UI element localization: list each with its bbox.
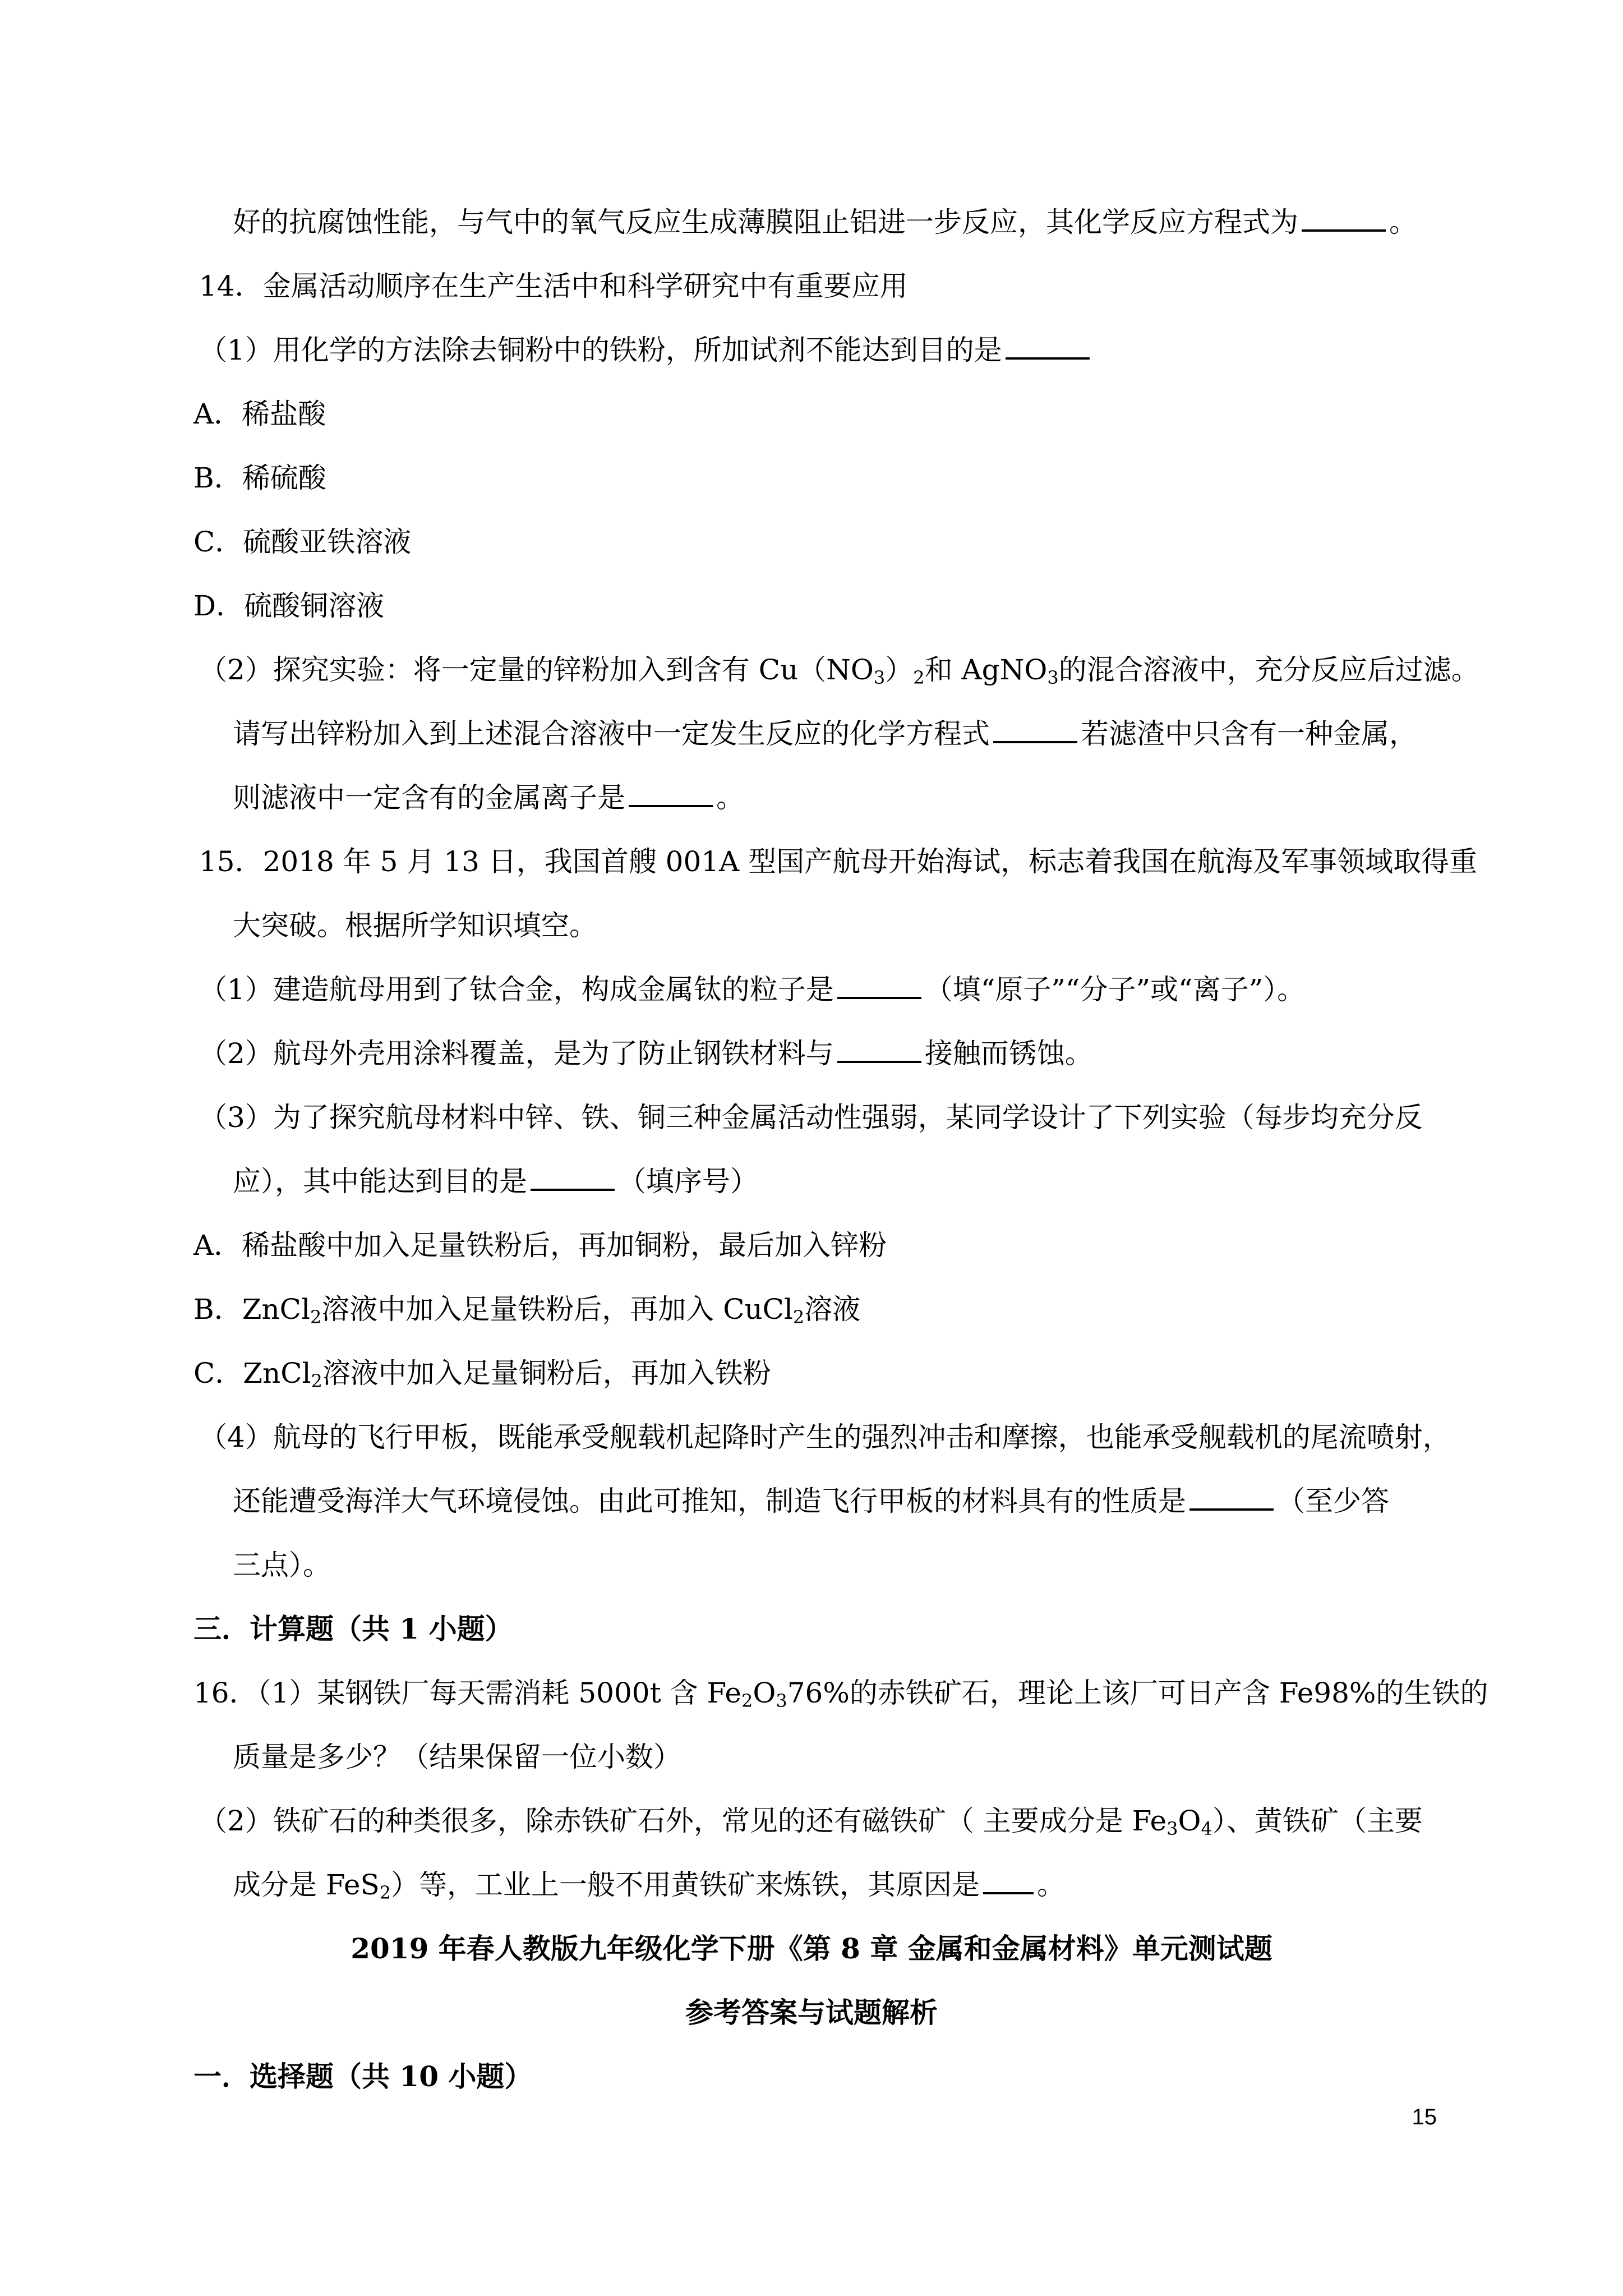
text-line: 三点）。: [233, 1549, 331, 1581]
option-a: A．稀盐酸: [193, 398, 326, 430]
option-c: C．ZnCl$_2$溶液中加入足量铜粉后，再加入铁粉: [193, 1357, 771, 1392]
text-line: 好的抗腐蚀性能，与气中的氧气反应生成薄膜阻止铝进一步反应，其化学反应方程式为 。: [233, 206, 1417, 238]
answer-blank[interactable]: [837, 972, 921, 999]
answer-blank[interactable]: [993, 716, 1077, 743]
answer-blank[interactable]: [531, 1164, 615, 1191]
question-15-stem: 15．2018 年 5 月 13 日，我国首艘 001A 型国产航母开始海试，标志着我国在航海及军事领域取得重: [199, 845, 1478, 878]
text-line: （1）建造航母用到了钛合金，构成金属钛的粒子是 （填“原子”“分子”或“离子”）。: [199, 973, 1306, 1006]
page-number: 15: [1412, 2105, 1437, 2129]
option-d: D．硫酸铜溶液: [193, 590, 385, 622]
text-line: （4）航母的飞行甲板，既能承受舰载机起降时产生的强烈冲击和摩擦，也能承受舰载机的尾流喷射，: [199, 1421, 1451, 1453]
question-14-stem: 14．金属活动顺序在生产生活中和科学研究中有重要应用: [199, 270, 908, 302]
text-line: 应），其中能达到目的是 （填序号）: [233, 1165, 758, 1198]
answer-blank[interactable]: [1189, 1484, 1274, 1511]
text-line: （3）为了探究航母材料中锌、铁、铜三种金属活动性强弱，某同学设计了下列实验（每步均充分反: [199, 1101, 1423, 1134]
text-line: 则滤液中一定含有的金属离子是 。: [233, 781, 744, 814]
text-line: 质量是多少？（结果保留一位小数）: [233, 1741, 681, 1773]
text-line: （2）探究实验：将一定量的锌粉加入到含有 $Cu(NO_3)_2$和 AgNO$_3$的混合溶液中，充分反应后过滤。: [199, 654, 1479, 688]
section-heading: 三．计算题（共 1 小题）: [193, 1612, 513, 1645]
option-b: B．稀硫酸: [193, 462, 326, 494]
option-a: A．稀盐酸中加入足量铁粉后，再加铜粉，最后加入锌粉: [193, 1229, 887, 1262]
answer-blank[interactable]: [837, 1036, 921, 1063]
answer-key-subtitle: 参考答案与试题解析: [685, 1996, 938, 2029]
text-line: 成分是 FeS$_2$）等，工业上一般不用黄铁矿来炼铁，其原因是 。: [233, 1869, 1066, 1903]
section-heading: 一．选择题（共 10 小题）: [193, 2060, 533, 2093]
text-line: 还能遭受海洋大气环境侵蚀。由此可推知，制造飞行甲板的材料具有的性质是 （至少答: [233, 1485, 1389, 1517]
question-16-stem: 16．（1）某钢铁厂每天需消耗 5000t 含 $Fe_2O_376\%$的赤铁矿石，理论上该厂可日产含 Fe98%的生铁的: [193, 1677, 1488, 1711]
answer-blank[interactable]: [983, 1867, 1034, 1894]
text-line: 大突破。根据所学知识填空。: [233, 909, 597, 942]
option-c: C．硫酸亚铁溶液: [193, 526, 412, 558]
text-line: （1）用化学的方法除去铜粉中的铁粉，所加试剂不能达到目的是: [199, 332, 1093, 369]
option-b: B．ZnCl$_2$溶液中加入足量铁粉后，再加入 CuCl$_2$溶液: [193, 1293, 861, 1328]
answer-key-title: 2019 年春人教版九年级化学下册《第 8 章 金属和金属材料》单元测试题: [351, 1932, 1272, 1965]
answer-blank[interactable]: [629, 780, 713, 807]
answer-blank[interactable]: [1302, 205, 1386, 232]
text-line: （2）铁矿石的种类很多，除赤铁矿石外，常见的还有磁铁矿（ 主要成分是 $Fe_3O_4$）、黄铁矿（主要: [199, 1805, 1423, 1839]
text-line: 请写出锌粉加入到上述混合溶液中一定发生反应的化学方程式 若滤渣中只含有一种金属，: [233, 717, 1417, 750]
answer-blank[interactable]: [1006, 333, 1090, 360]
text-line: （2）航母外壳用涂料覆盖，是为了防止钢铁材料与 接触而锈蚀。: [199, 1037, 1093, 1070]
